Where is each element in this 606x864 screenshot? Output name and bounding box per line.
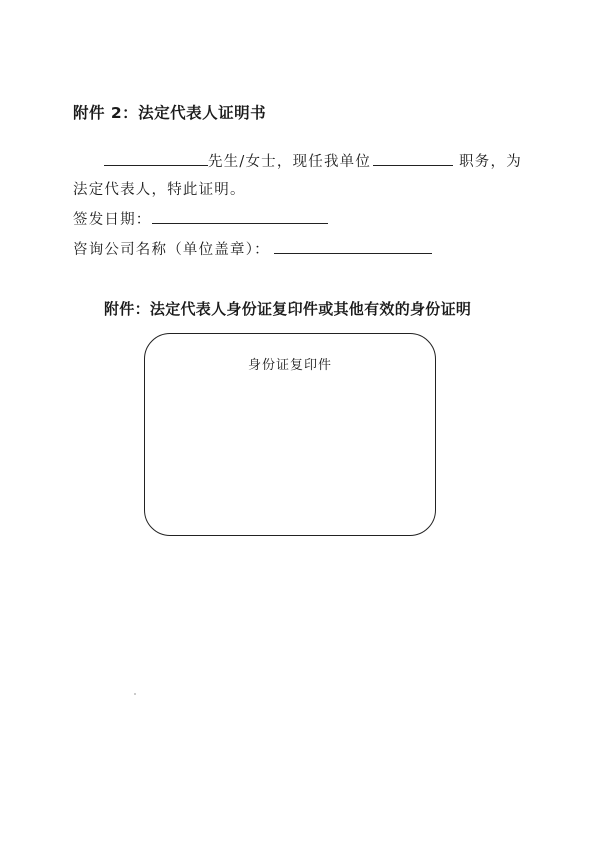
name-blank[interactable] [104, 151, 208, 166]
company-name-label: 咨询公司名称（单位盖章）： [73, 242, 270, 258]
id-copy-label: 身份证复印件 [247, 358, 332, 373]
id-copy-box [144, 333, 436, 536]
sign-date-blank[interactable] [152, 209, 328, 224]
certification-line-1 [104, 150, 522, 171]
line1-end-text: 职务，为 [459, 154, 522, 170]
attachment-title: 附件：法定代表人身份证复印件或其他有效的身份证明 [104, 300, 472, 318]
sign-date-label: 签发日期： [73, 212, 152, 228]
sign-date-row [73, 208, 328, 229]
position-blank[interactable] [373, 151, 453, 166]
line1-text: 先生/女士，现任我单位 [208, 154, 372, 170]
document-heading: 附件 2：法定代表人证明书 [73, 104, 267, 122]
certification-line-2: 法定代表人，特此证明。 [73, 182, 246, 198]
company-name-row [73, 238, 432, 259]
scan-speck [134, 693, 136, 695]
company-name-blank[interactable] [274, 239, 432, 254]
